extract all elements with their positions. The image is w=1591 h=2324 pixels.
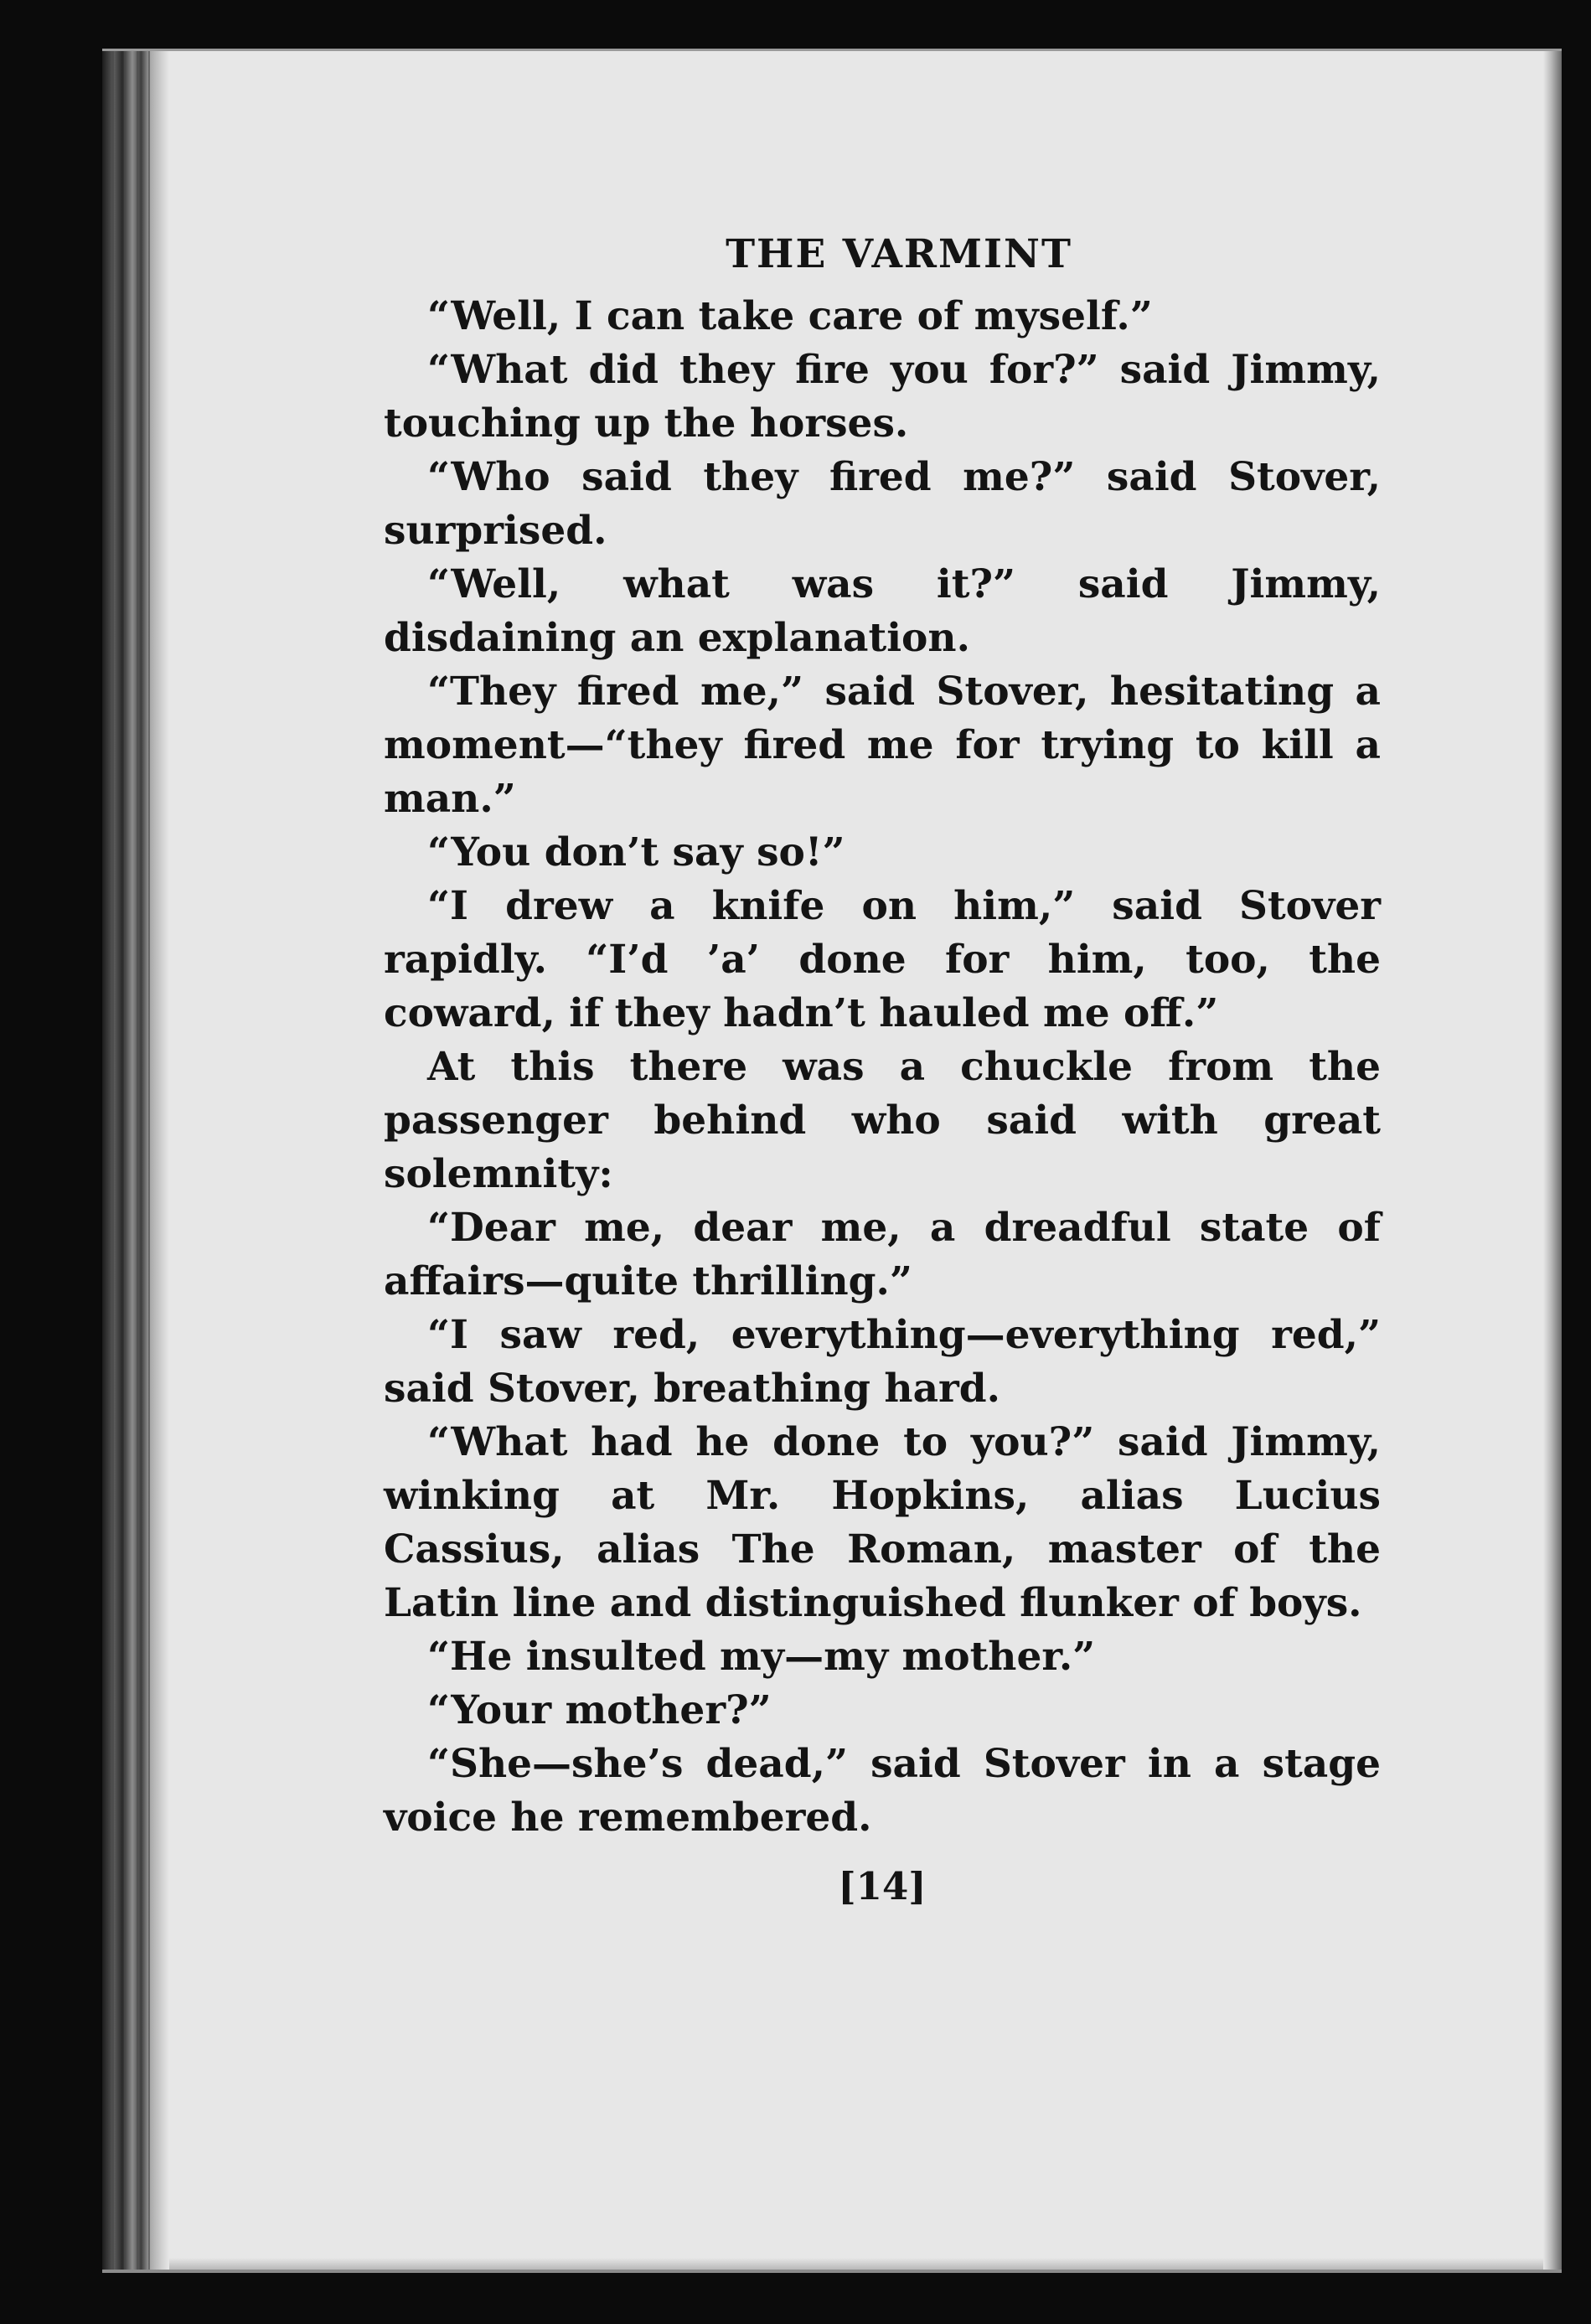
page-text: [384, 228, 1381, 1913]
paragraph: “I drew a knife on him,” said Stover rapidly. “I’d ’a’ done for him, too, the coward, if they hadn’t hauled me off.”: [384, 883, 1381, 1036]
gutter-line: [148, 51, 150, 2270]
gutter-line: [124, 51, 126, 2270]
paragraph: “Dear me, dear me, a dreadful state of affairs—quite thrilling.”: [384, 1205, 1381, 1304]
paragraph: “I saw red, everything—everything red,” said Stover, breathing hard.: [384, 1312, 1381, 1412]
paragraph: At this there was a chuckle from the passenger behind who said with great solemnity:: [384, 1044, 1381, 1197]
paragraph: “You don’t say so!”: [427, 829, 845, 875]
paragraph: “They fired me,” said Stover, hesitating a moment—“they fired me for trying to kill a man.”: [384, 669, 1381, 822]
paragraph: “Your mother?”: [427, 1687, 772, 1733]
paragraph: “She—she’s dead,” said Stover in a stage voice he remembered.: [384, 1741, 1381, 1841]
page-right-edge: [1543, 51, 1562, 2270]
page-gutter: [102, 51, 169, 2270]
page-bottom-edge: [169, 2258, 1543, 2270]
paragraph: “Well, I can take care of myself.”: [427, 293, 1153, 339]
running-head: THE VARMINT: [726, 231, 1072, 277]
gutter-line: [137, 51, 138, 2270]
paragraph: “What had he done to you?” said Jimmy, winking at Mr. Hopkins, alias Lucius Cassius, alias The Roman, master of the Latin line and distinguished flunker of boys.: [384, 1419, 1381, 1626]
paragraph: “Who said they fired me?” said Stover, surprised.: [384, 454, 1381, 554]
paragraph: “Well, what was it?” said Jimmy, disdaining an explanation.: [384, 561, 1381, 661]
paragraph: “He insulted my—my mother.”: [427, 1634, 1096, 1680]
paragraph: “What did they fire you for?” said Jimmy, touching up the horses.: [384, 347, 1381, 447]
gutter-line: [112, 51, 114, 2270]
page-number: [14]: [838, 1864, 927, 1908]
